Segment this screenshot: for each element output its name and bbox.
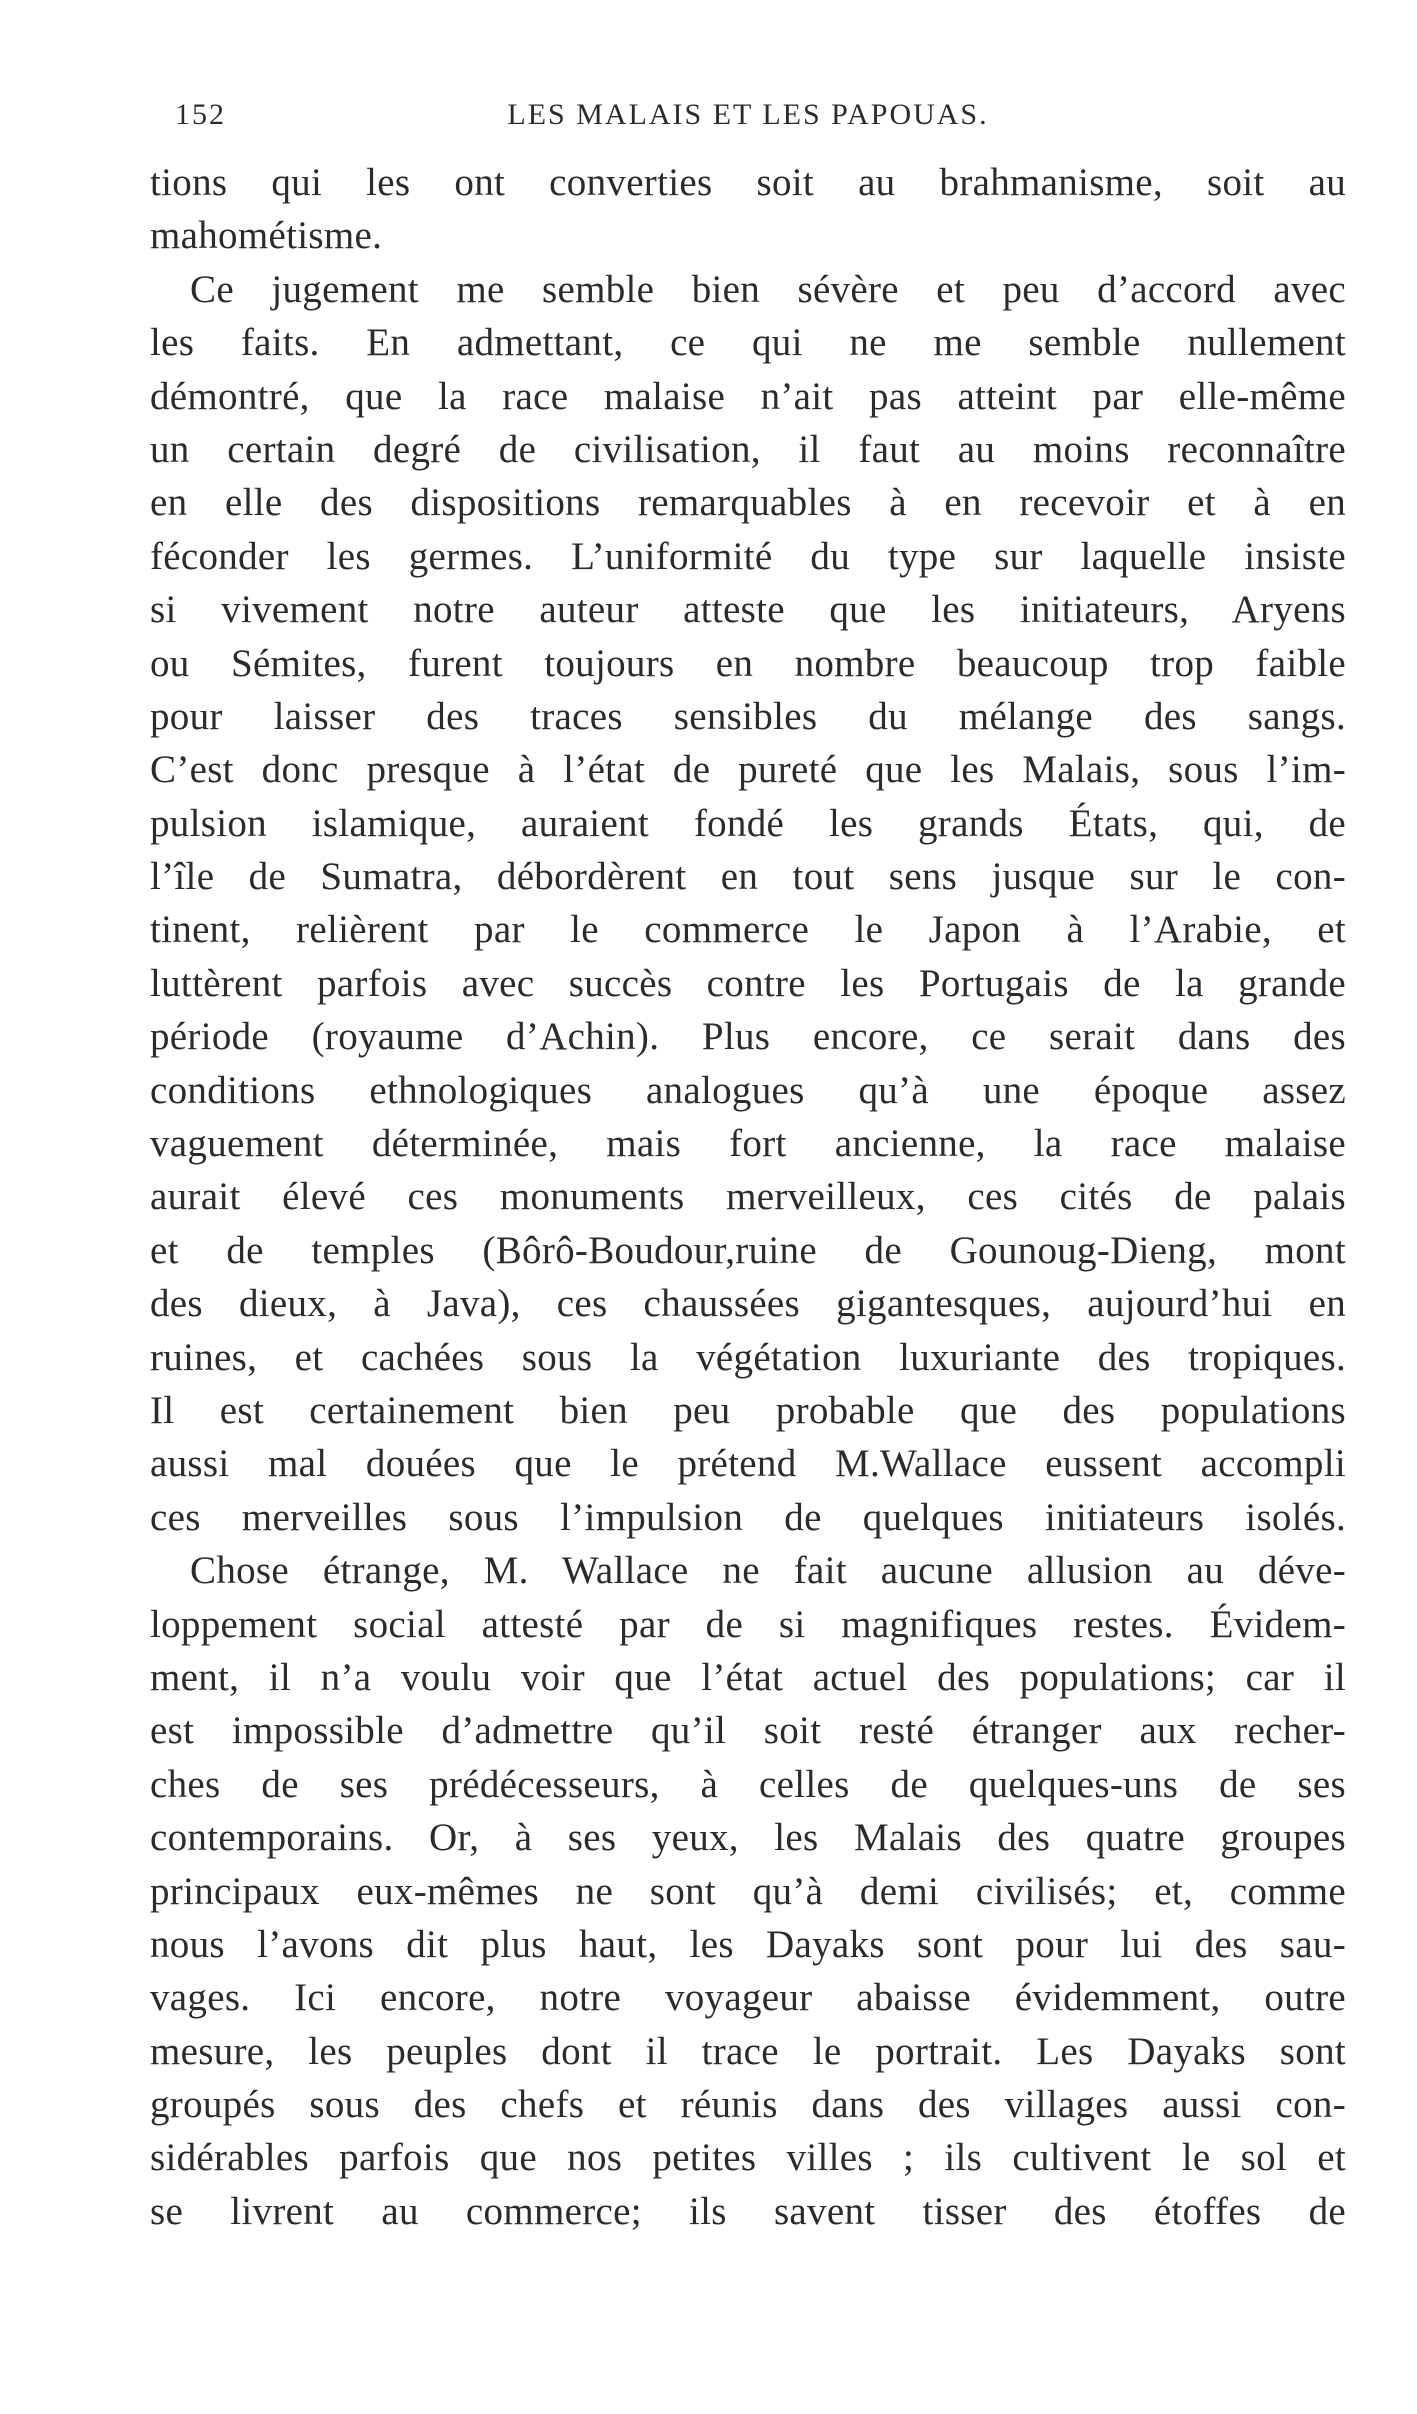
- text-line: loppement social attesté par de si magnifiques restes. Évidem-: [150, 1602, 1346, 1646]
- text-line: luttèrent parfois avec succès contre les Portugais de la grande: [150, 961, 1346, 1005]
- book-page: [150, 98, 1346, 2238]
- text-line: ruines, et cachées sous la végétation luxuriante des tropiques.: [150, 1335, 1346, 1379]
- text-line: conditions ethnologiques analogues qu’à une époque assez: [150, 1068, 1346, 1112]
- text-line: principaux eux-mêmes ne sont qu’à demi civilisés; et, comme: [150, 1869, 1346, 1913]
- text-line: période (royaume d’Achin). Plus encore, ce serait dans des: [150, 1015, 1346, 1059]
- text-line: un certain degré de civilisation, il faut au moins reconnaître: [150, 427, 1346, 471]
- text-line: ment, il n’a voulu voir que l’état actuel des populations; car il: [150, 1655, 1346, 1699]
- text-line: les faits. En admettant, ce qui ne me semble nullement: [150, 321, 1346, 365]
- text-line: pour laisser des traces sensibles du mélange des sangs.: [150, 694, 1346, 738]
- text-line: Il est certainement bien peu probable que des populations: [150, 1388, 1346, 1432]
- page-number: 152: [175, 98, 226, 131]
- text-line: aurait élevé ces monuments merveilleux, ces cités de palais: [150, 1175, 1346, 1219]
- text-line: pulsion islamique, auraient fondé les grands États, qui, de: [150, 801, 1346, 845]
- running-title: LES MALAIS ET LES PAPOUAS.: [507, 98, 989, 131]
- body-text: [150, 156, 1346, 2238]
- text-line: mesure, les peuples dont il trace le portrait. Les Dayaks sont: [150, 2029, 1346, 2073]
- text-line: démontré, que la race malaise n’ait pas atteint par elle-même: [150, 374, 1346, 418]
- text-line: ches de ses prédécesseurs, à celles de quelques-uns de ses: [150, 1762, 1346, 1806]
- running-head: [150, 98, 1346, 146]
- text-line: Chose étrange, M. Wallace ne fait aucune allusion au déve-: [190, 1549, 1346, 1593]
- text-line: vaguement déterminée, mais fort ancienne, la race malaise: [150, 1122, 1346, 1166]
- text-line: se livrent au commerce; ils savent tisser des étoffes de: [150, 2189, 1346, 2233]
- text-line: ou Sémites, furent toujours en nombre beaucoup trop faible: [150, 641, 1346, 685]
- text-line: et de temples (Bôrô-Boudour,ruine de Gounoug-Dieng, mont: [150, 1228, 1346, 1272]
- text-line: tions qui les ont converties soit au brahmanisme, soit au: [150, 161, 1346, 204]
- text-line: C’est donc presque à l’état de pureté que les Malais, sous l’im-: [150, 748, 1346, 792]
- text-line: des dieux, à Java), ces chaussées gigantesques, aujourd’hui en: [150, 1282, 1346, 1326]
- text-line: féconder les germes. L’uniformité du type sur laquelle insiste: [150, 534, 1346, 578]
- text-line: mahométisme.: [150, 214, 383, 258]
- text-line: nous l’avons dit plus haut, les Dayaks sont pour lui des sau-: [150, 1922, 1346, 1966]
- text-line: tinent, relièrent par le commerce le Japon à l’Arabie, et: [150, 908, 1346, 952]
- text-line: est impossible d’admettre qu’il soit resté étranger aux recher-: [150, 1709, 1346, 1753]
- text-line: groupés sous des chefs et réunis dans des villages aussi con-: [150, 2083, 1346, 2127]
- text-line: contemporains. Or, à ses yeux, les Malais des quatre groupes: [150, 1816, 1346, 1860]
- text-line: si vivement notre auteur atteste que les initiateurs, Aryens: [150, 588, 1346, 632]
- text-line: Ce jugement me semble bien sévère et peu d’accord avec: [190, 267, 1346, 311]
- text-line: l’île de Sumatra, débordèrent en tout sens jusque sur le con-: [150, 855, 1346, 899]
- text-line: aussi mal douées que le prétend M.Wallace eussent accompli: [150, 1442, 1346, 1486]
- text-line: ces merveilles sous l’impulsion de quelques initiateurs isolés.: [150, 1495, 1346, 1539]
- text-line: vages. Ici encore, notre voyageur abaisse évidemment, outre: [150, 1976, 1346, 2020]
- text-line: en elle des dispositions remarquables à en recevoir et à en: [150, 481, 1346, 525]
- text-line: sidérables parfois que nos petites villes ; ils cultivent le sol et: [150, 2136, 1346, 2180]
